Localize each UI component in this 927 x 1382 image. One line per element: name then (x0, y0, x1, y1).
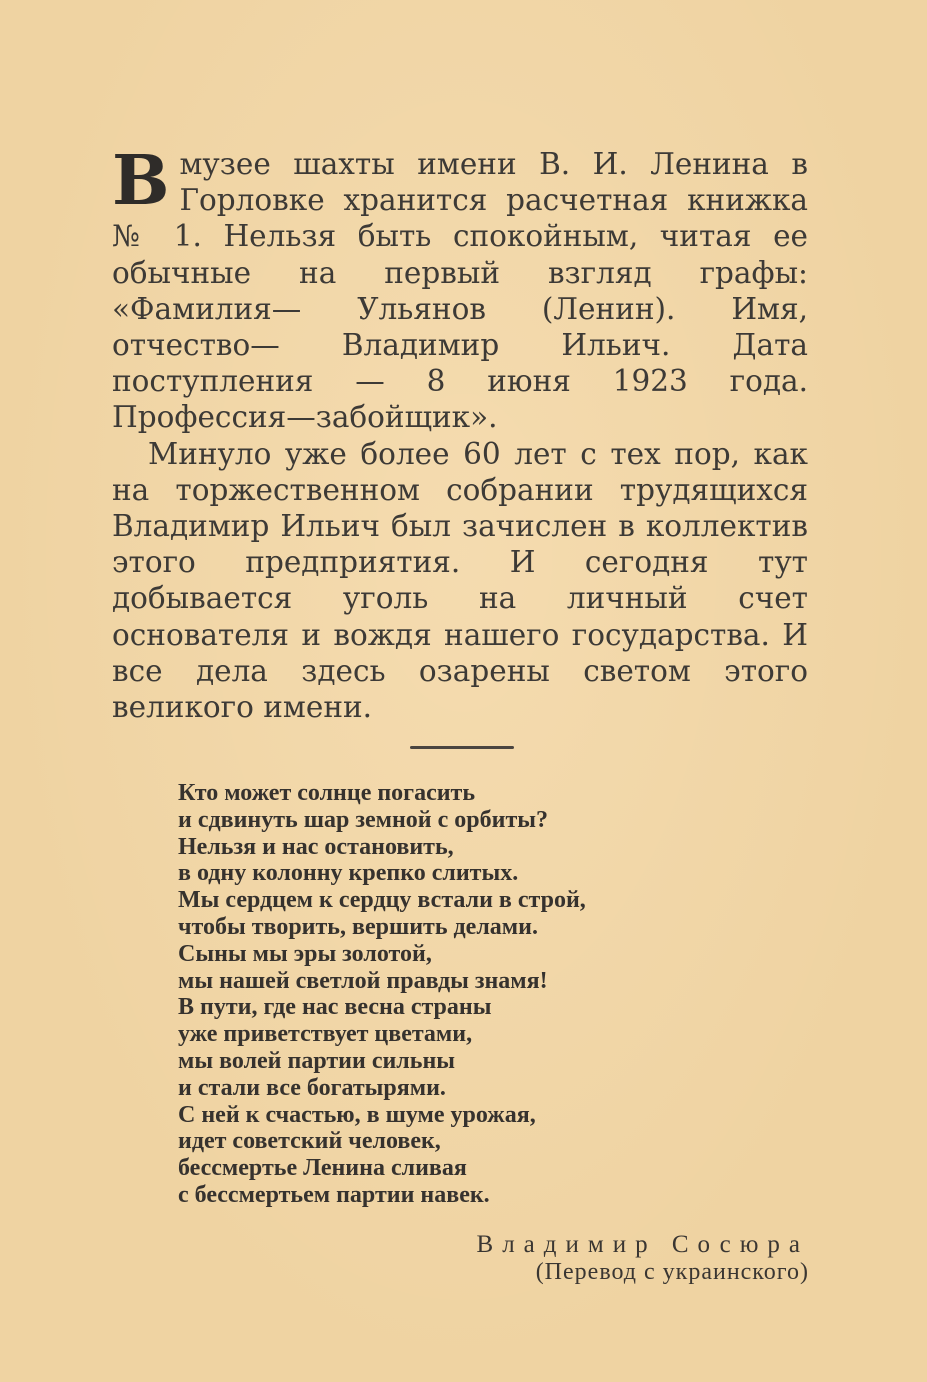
poem-line: идет советский человек, (178, 1128, 441, 1155)
poem-line: чтобы творить, вершить делами. (178, 913, 538, 940)
paragraph-2: Минуло уже более 60 лет с тех пор, как на торжественном собрании трудящихся Владимир Ильич был зачислен в коллектив этого предприятия. И сегодня тут добывается уголь на личный счет основателя и вождя нашего государства. И все дела здесь озарены светом этого великого имени. (112, 436, 808, 725)
poem-line: и сдвинуть шар земной с орбиты? (178, 806, 548, 833)
poem-line: с бессмертьем партии навек. (178, 1181, 490, 1208)
poem-line: Сыны мы эры золотой, (178, 940, 432, 967)
poem-line: мы нашей светлой правды знамя! (178, 967, 548, 994)
poem-line: В пути, где нас весна страны (178, 994, 492, 1021)
poem-author: Владимир Сосюра (476, 1231, 809, 1258)
poem-line: Мы сердцем к сердцу встали в строй, (178, 887, 586, 914)
poem-line: и стали все богатырями. (178, 1074, 446, 1101)
poem (178, 780, 698, 1209)
poem-line: уже приветствует цветами, (178, 1021, 473, 1048)
poem-line: Кто может солнце погасить (178, 780, 476, 806)
paragraph-1 (112, 141, 808, 436)
paragraph-1-text: музее шахты имени В. И. Ленина в Горловке хранится расчетная книжка № 1. Нельзя быть спокойным, читая ее обычные на первый взгляд графы: «Фамилия— Ульянов (Ленин). Имя, отчество— Владимир Ильич. Дата поступления — 8 июня 1923 года. Профессия—забойщик». (112, 147, 808, 435)
poem-line: в одну колонну крепко слитых. (178, 860, 519, 887)
poem-line: С ней к счастью, в шуме урожая, (178, 1101, 536, 1128)
translation-note: (Перевод с украинского) (535, 1259, 809, 1285)
poem-line: бессмертье Ленина сливая (178, 1155, 467, 1182)
poem-line: мы волей партии сильны (178, 1047, 456, 1074)
drop-cap: В (112, 141, 170, 221)
poem-line: Нельзя и нас остановить, (178, 833, 454, 860)
section-divider (410, 746, 514, 749)
article-text (112, 141, 808, 725)
